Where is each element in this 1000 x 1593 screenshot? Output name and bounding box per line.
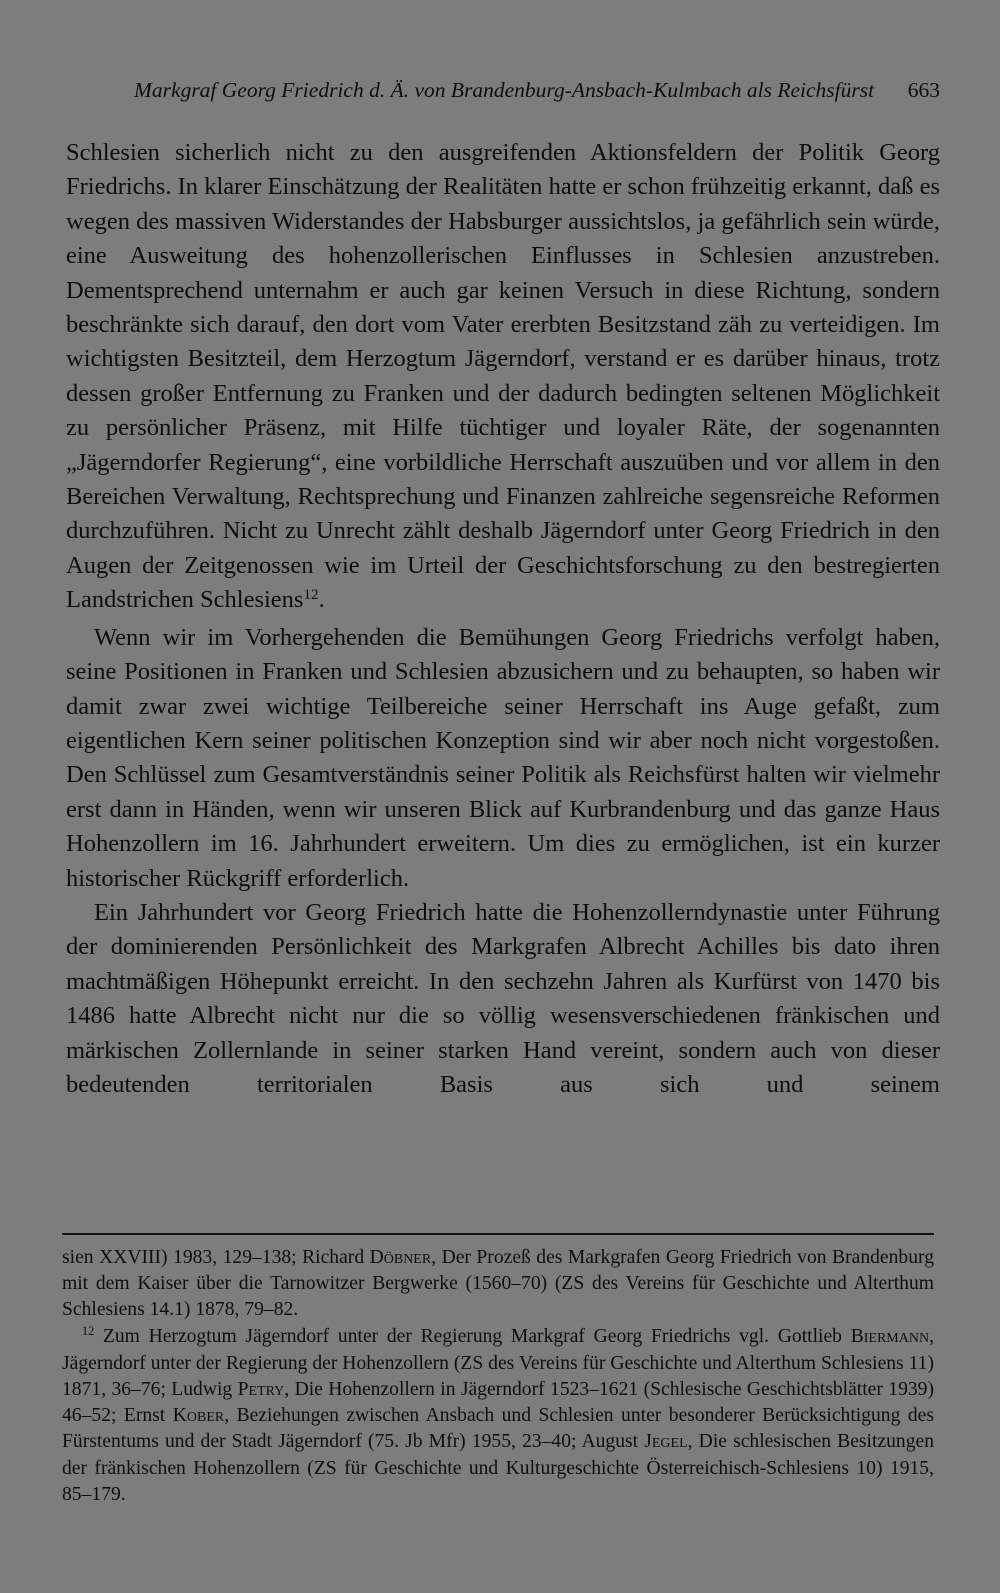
footnote-text: , Die schlesischen Besitzungen der fränkischen Hohenzollern (ZS für Geschichte und Kulturgeschichte Österreichisch-Schlesiens 10) 1915, 85–179. <box>62 1431 935 1505</box>
running-header <box>134 70 940 110</box>
footnote-reference: 12 <box>303 585 319 603</box>
paragraph: Ein Jahrhundert vor Georg Friedrich hatte die Hohenzollerndynastie unter Führung der dominierenden Persönlichkeit des Markgrafen Albrecht Achilles bis dato ihren machtmäßigen Höhepunkt erreicht. In den sechzehn Jahren als Kurfürst von 1470 bis 1486 hatte Albrecht nicht nur die so völlig wesensverschiedenen fränkischen und märkischen Zollernlande in seiner starken Hand vereint, sondern auch von dieser bedeutenden territorialen Basis aus sich und seinem <box>66 898 940 1098</box>
footnote-continuation <box>62 1245 934 1324</box>
author-name: Döbner <box>369 1247 432 1268</box>
footnote-text: , Beziehungen zwischen Ansbach und Schlesien unter besonderer Berücksichtigung des Fürstentums und der Stadt Jägerndorf (75. Jb Mfr) 1955, 23–40; August <box>62 1405 934 1453</box>
footnote-12 <box>62 1324 934 1508</box>
footnote-text: , Die Hohenzollern in Jägerndorf 1523–1621 (Schlesische Geschichtsblätter 1939) 46–52; Ernst <box>62 1379 934 1427</box>
footnote-separator <box>62 1233 934 1235</box>
footnote-text: sien XXVIII) 1983, 129–138; Richard <box>62 1247 370 1268</box>
footnote-text: , Der Prozeß des Markgrafen Georg Friedrich von Brandenburg mit dem Kaiser über die Tarnowitzer Bergwerke (1560–70) (ZS des Vereins für Geschichte und Alterthum Schlesiens 14.1) 1878, 79–82. <box>62 1247 934 1321</box>
footnote-number: 12 <box>82 1323 95 1338</box>
author-name: Petry <box>237 1379 285 1401</box>
paragraph-text: Schlesien sicherlich nicht zu den ausgreifenden Aktionsfeldern der Politik Georg Friedrichs. In klarer Einschätzung der Realitäten hatte er schon frühzeitig erkannt, daß es wegen des massiven Widerstandes der Habsburger aussichtslos, ja gefährlich sein würde, eine Ausweitung des hohenzollerischen Einflusses in Schlesien anzustreben. Dementsprechend unternahm er auch gar keinen Versuch in diese Richtung, sondern beschränkte sich darauf, den dort vom Vater ererbten Besitzstand zäh zu verteidigen. Im wichtigsten Besitzteil, dem Herzogtum Jägerndorf, verstand er es darüber hinaus, trotz dessen großer Entfernung zu Franken und der dadurch bedingten seltenen Möglichkeit zu persönlicher Präsenz, mit Hilfe tüchtiger und loyaler Räte, der sogenannten „Jägerndorfer Regierung“, eine vorbildliche Herrschaft auszuüben und vor allem in den Bereichen Verwaltung, Rechtsprechung und Finanzen zahlreiche segensreiche Reformen durchzuführen. Nicht zu Unrecht zählt deshalb Jägerndorf unter Georg Friedrich in den Augen der Zeitgenossen wie im Urteil der Geschichtsforschung zu den bestregierten Landstrichen Schlesiens <box>66 139 940 614</box>
main-text <box>66 136 940 1102</box>
footnotes <box>62 1245 934 1508</box>
author-name: Jegel <box>644 1431 688 1453</box>
author-name: Biermann <box>850 1325 930 1347</box>
paragraph: Wenn wir im Vorhergehenden die Bemühungen Georg Friedrichs verfolgt haben, seine Positionen in Franken und Schlesien abzusichern und zu behaupten, so haben wir damit zwar zwei wichtige Teilbereiche seiner Herrschaft ins Auge gefaßt, zum eigentlichen Kern seiner politischen Konzeption sind wir aber noch nicht vorgestoßen. Den Schlüssel zum Gesamtverständnis seiner Politik als Reichsfürst halten wir vielmehr erst dann in Händen, wenn wir unseren Blick auf Kurbrandenburg und das ganze Haus Hohenzollern im 16. Jahrhundert erweitern. Um dies zu ermöglichen, ist ein kurzer historischer Rückgriff erforderlich. <box>66 623 940 892</box>
footnote-text: Zum Herzogtum Jägerndorf unter der Regierung Markgraf Georg Friedrichs vgl. Gottlieb <box>94 1325 851 1347</box>
paragraph <box>66 136 940 621</box>
page-number: 663 <box>907 78 940 102</box>
footnote-text: , Jägerndorf unter der Regierung der Hohenzollern (ZS des Vereins für Geschichte und Alterthum Schlesiens 11) 1871, 36–76; Ludwig <box>62 1325 934 1401</box>
author-name: Kober <box>172 1405 225 1427</box>
running-title: Markgraf Georg Friedrich d. Ä. von Brandenburg-Ansbach-Kulmbach als Reichsfürst <box>134 78 875 102</box>
paragraph-end: . <box>318 586 325 614</box>
